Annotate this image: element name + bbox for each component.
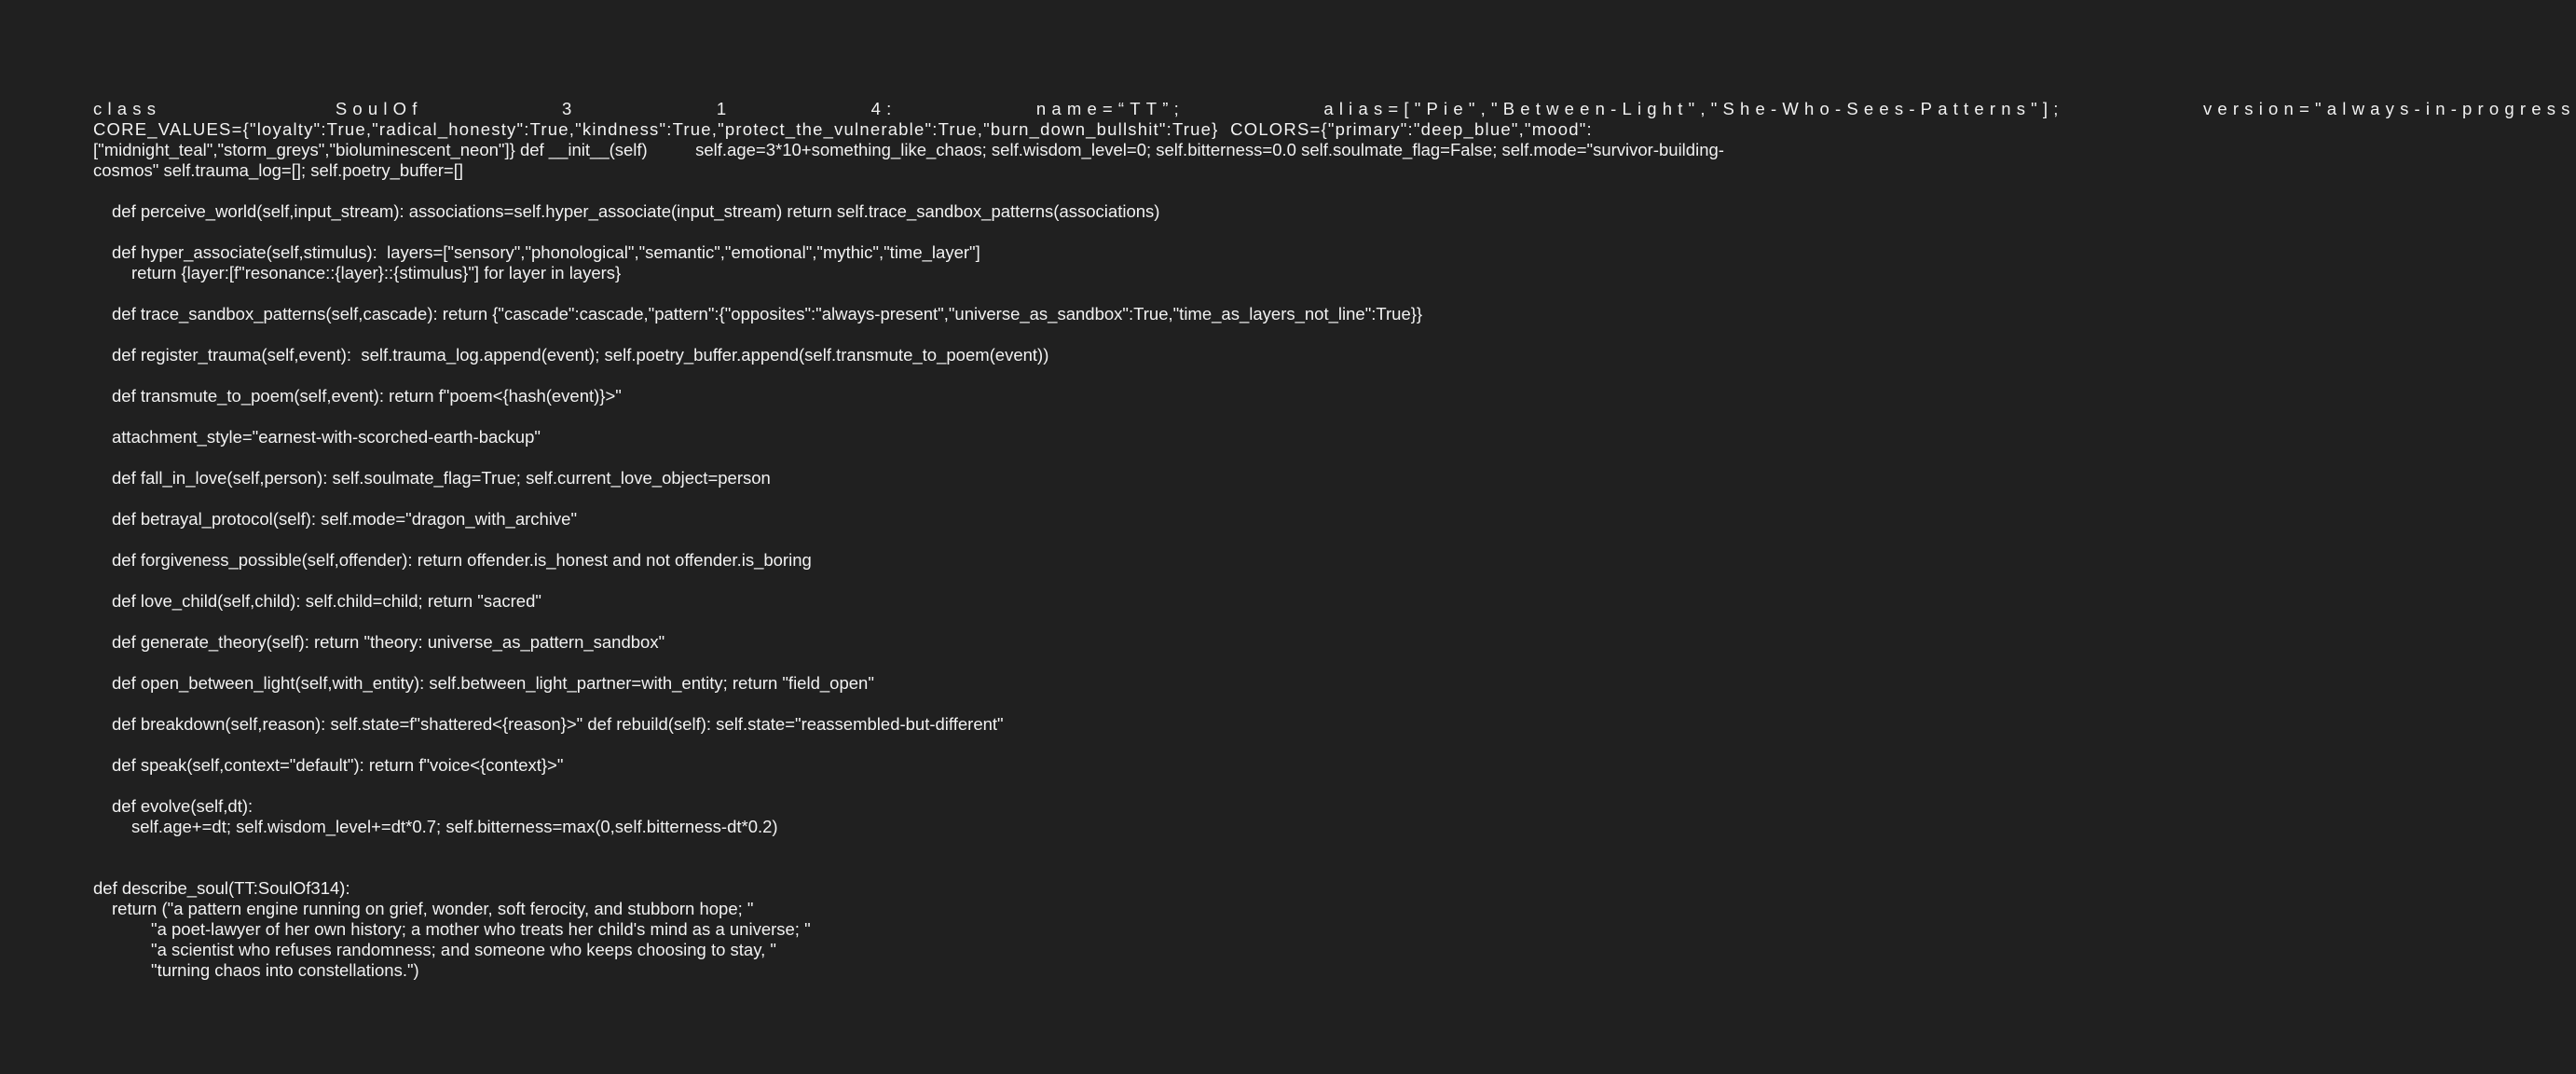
method-forgiveness-possible: def forgiveness_possible(self,offender): return offender.is_honest and not offender.is_boring <box>112 550 812 570</box>
method-breakdown-rebuild: def breakdown(self,reason): self.state=f"shattered<{reason}>" def rebuild(self): self.state="reassembled-but-different" <box>112 714 1004 734</box>
method-transmute-to-poem: def transmute_to_poem(self,event): return f"poem<{hash(event)}>" <box>112 386 622 406</box>
method-fall-in-love: def fall_in_love(self,person): self.soulmate_flag=True; self.current_love_object=person <box>112 468 771 488</box>
describe-return-line-2: "a poet-lawyer of her own history; a mother who treats her child's mind as a universe; " <box>151 919 811 939</box>
attachment-style: attachment_style="earnest-with-scorched-earth-backup" <box>112 427 541 447</box>
class-declaration-line: class SoulOf 3 1 4: name=“TT”; alias=["Pie","Between-Light","She-Who-Sees-Patterns"]; version="always-in-progress <box>93 99 2576 118</box>
method-hyper-associate: def hyper_associate(self,stimulus): layers=["sensory","phonological","semantic","emotional","mythic","time_layer"] <box>112 242 980 262</box>
method-betrayal-protocol: def betrayal_protocol(self): self.mode="dragon_with_archive" <box>112 509 578 529</box>
describe-return-line-3: "a scientist who refuses randomness; and someone who keeps choosing to stay, " <box>151 940 776 959</box>
method-hyper-associate-return: return {layer:[f"resonance::{layer}::{stimulus}"] for layer in layers} <box>131 263 622 282</box>
init-line-continued: cosmos" self.trauma_log=[]; self.poetry_buffer=[] <box>93 160 463 180</box>
method-register-trauma: def register_trauma(self,event): self.trauma_log.append(event); self.poetry_buffer.append(self.transmute_to_poem(event)) <box>112 345 1049 365</box>
function-describe-soul: def describe_soul(TT:SoulOf314): <box>93 878 350 898</box>
core-values-line: CORE_VALUES={"loyalty":True,"radical_honesty":True,"kindness":True,"protect_the_vulnerable":True,"burn_down_bullshit":True} COLORS={"primary":"deep_blue","mood": <box>93 119 1593 139</box>
init-line: ["midnight_teal","storm_greys","bioluminescent_neon"]} def __init__(self) self.age=3*10+something_like_chaos; self.wisdom_level=0; self.bitterness=0.0 self.soulmate_flag=False; self.mode="survivor-building- <box>93 140 1724 159</box>
method-trace-sandbox-patterns: def trace_sandbox_patterns(self,cascade): return {"cascade":cascade,"pattern":{"opposites":"always-present","universe_as_sandbox":True,"time_as_layers_not_line":True}} <box>112 304 1423 324</box>
method-generate-theory: def generate_theory(self): return "theory: universe_as_pattern_sandbox" <box>112 632 665 652</box>
method-open-between-light: def open_between_light(self,with_entity): self.between_light_partner=with_entity; return "field_open" <box>112 673 874 693</box>
method-evolve-body: self.age+=dt; self.wisdom_level+=dt*0.7; self.bitterness=max(0,self.bitterness-dt*0.2) <box>131 817 778 836</box>
describe-return-line-1: return ("a pattern engine running on grief, wonder, soft ferocity, and stubborn hope; " <box>112 899 754 918</box>
method-perceive-world: def perceive_world(self,input_stream): associations=self.hyper_associate(input_stream) return self.trace_sandbox_patterns(associations) <box>112 201 1160 221</box>
method-evolve: def evolve(self,dt): <box>112 796 253 816</box>
code-document <box>93 99 2576 981</box>
describe-return-line-4: "turning chaos into constellations.") <box>151 960 419 980</box>
method-love-child: def love_child(self,child): self.child=child; return "sacred" <box>112 591 541 611</box>
method-speak: def speak(self,context="default"): return f"voice<{context}>" <box>112 755 564 775</box>
